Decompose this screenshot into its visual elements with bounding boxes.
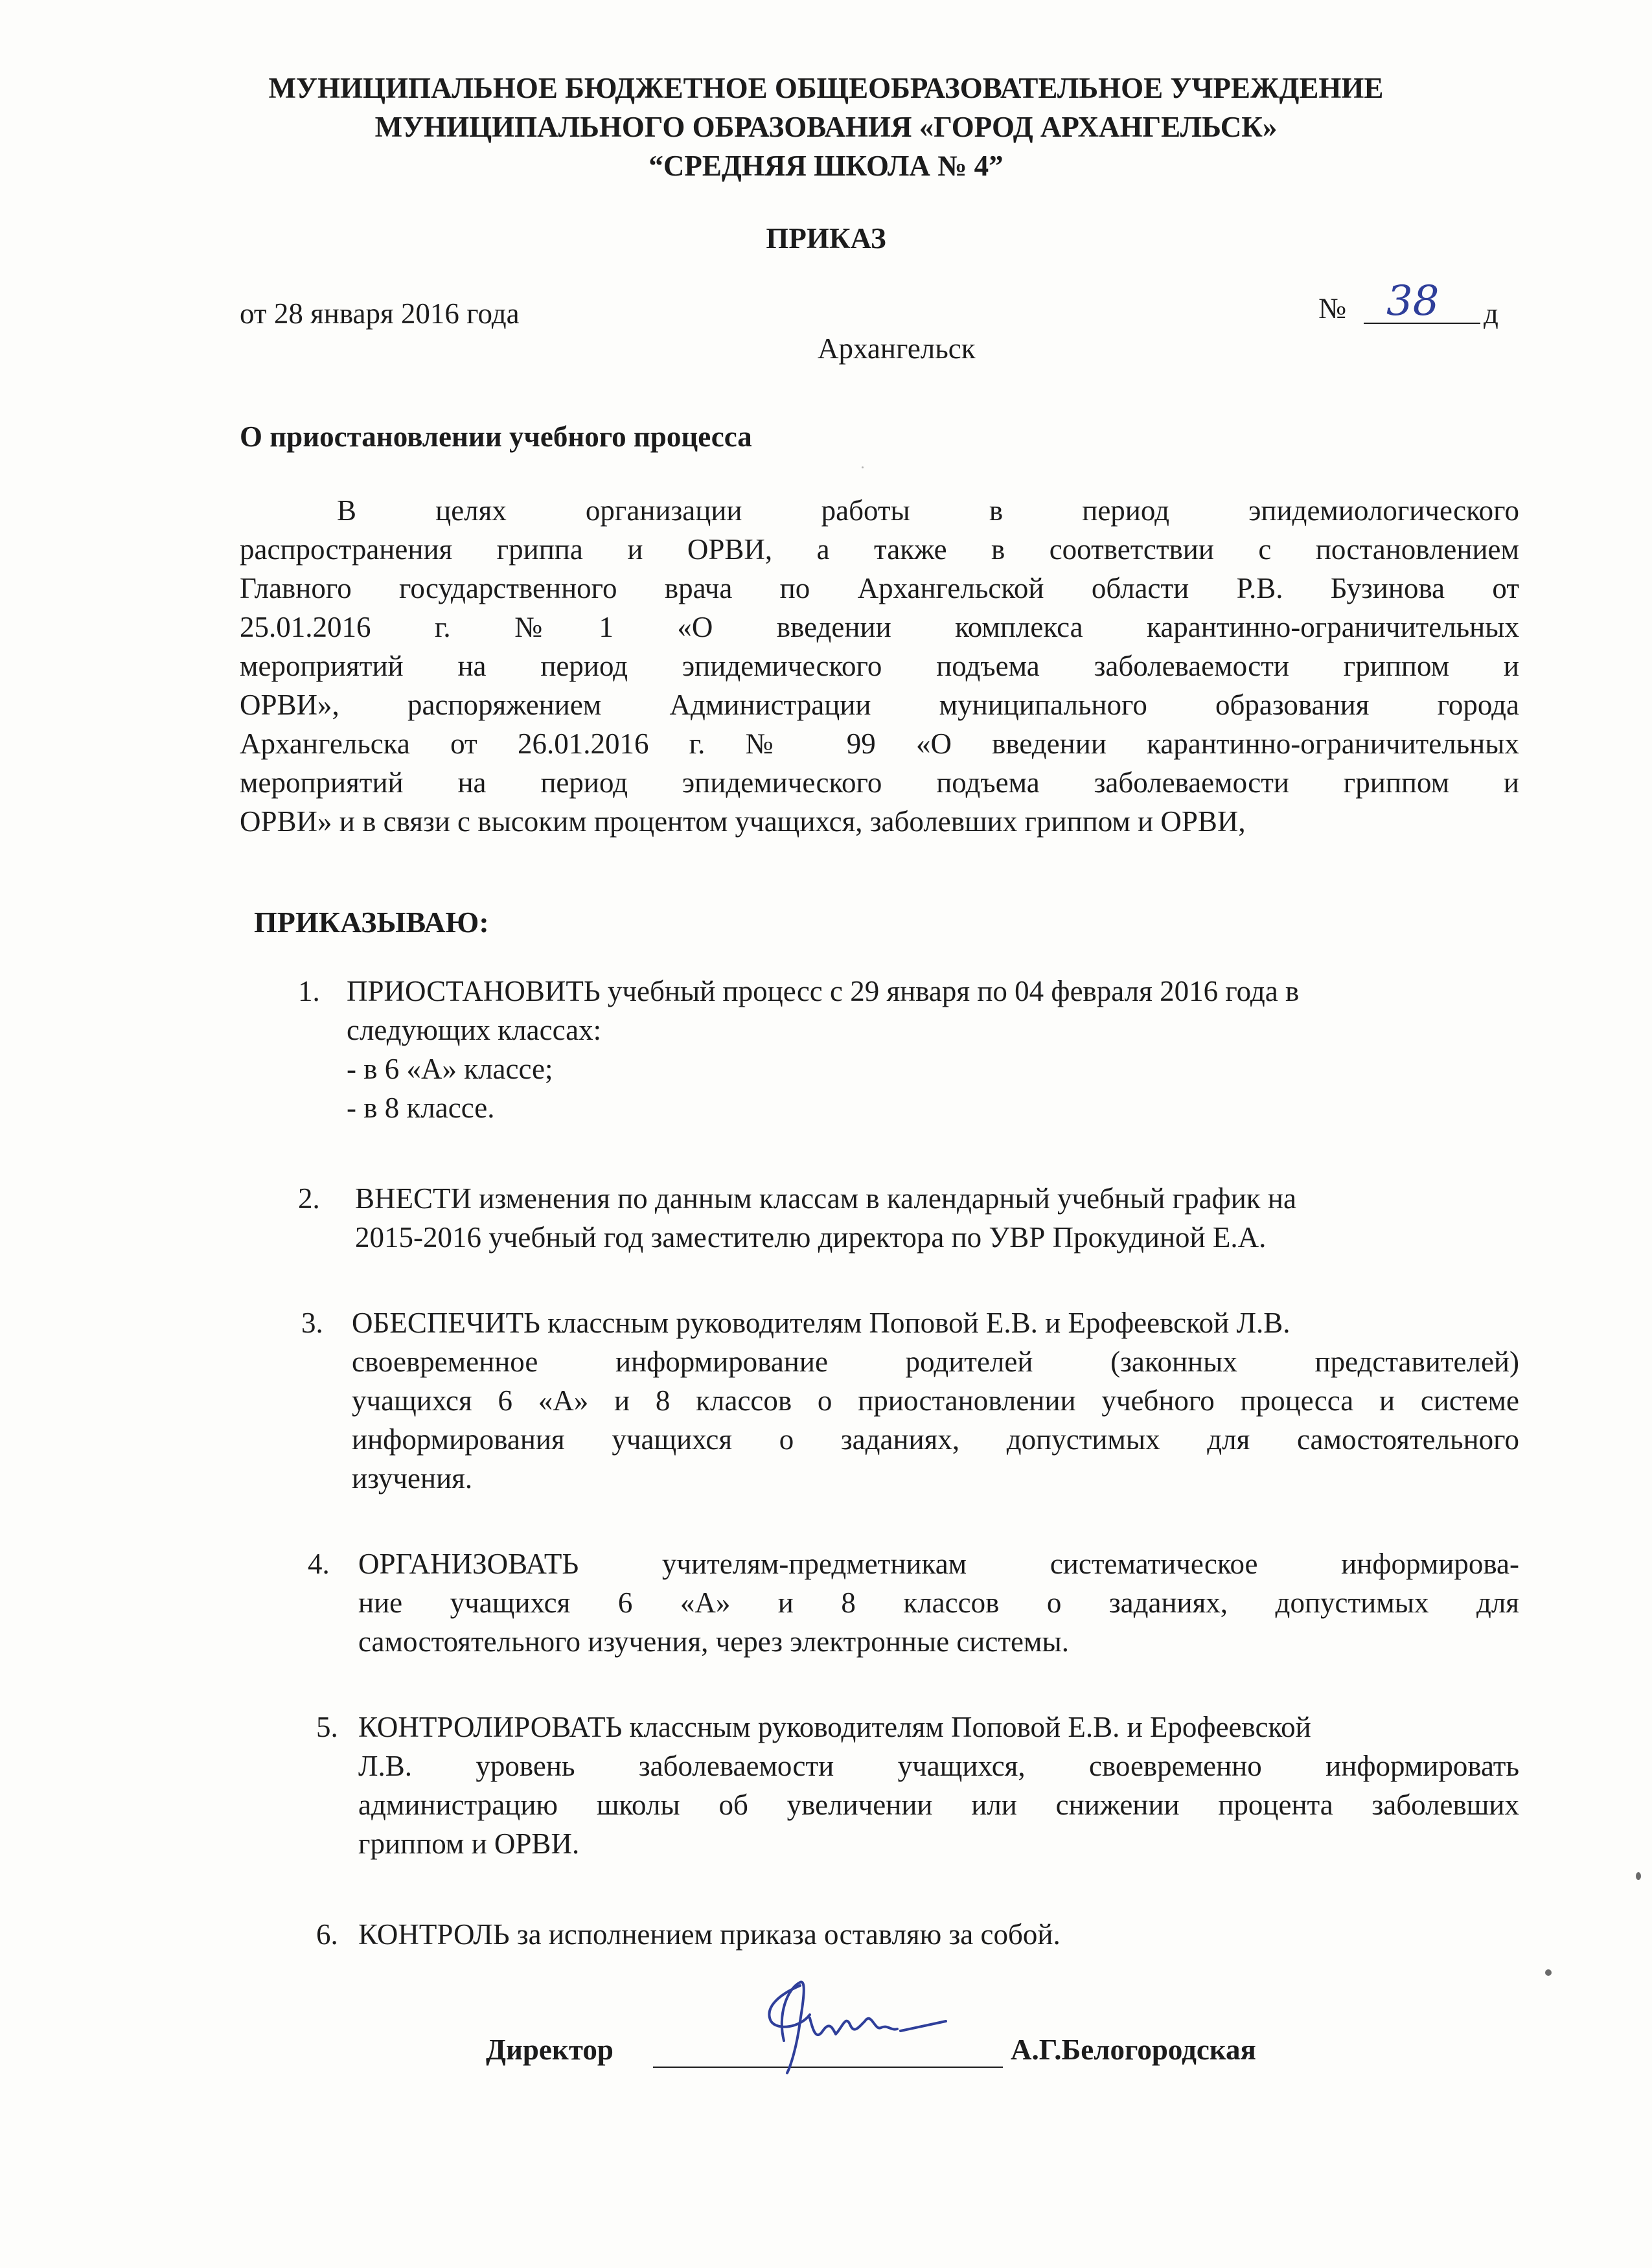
item-line: ние учащихся 6 «А» и 8 классов о заданиях, допустимых для	[358, 1586, 1519, 1619]
order-word: ПРИКАЗЫВАЮ:	[254, 906, 489, 939]
scan-speck	[1636, 1872, 1641, 1880]
preamble-line: В целях организации работы в период эпидемиологического	[337, 494, 1519, 527]
item-line: своевременное информирование родителей (законных представителей)	[352, 1346, 1519, 1378]
item-line: ВНЕСТИ изменения по данным классам в календарный учебный график на	[355, 1182, 1296, 1215]
item-line: ОРГАНИЗОВАТЬ учителям-предметникам систематическое информирова-	[358, 1548, 1519, 1580]
org-name-line3: “СРЕДНЯЯ ШКОЛА № 4”	[648, 150, 1004, 182]
item-line: учащихся 6 «А» и 8 классов о приостановлении учебного процесса и системе	[352, 1384, 1519, 1417]
item-line: ПРИОСТАНОВИТЬ учебный процесс с 29 января по 04 февраля 2016 года в	[347, 975, 1300, 1007]
item-line: гриппом и ОРВИ.	[358, 1827, 580, 1860]
item-line: следующих классах:	[347, 1014, 602, 1046]
item-line: администрацию школы об увеличении или снижении процента заболевших	[358, 1789, 1519, 1821]
item-line: - в 6 «А» классе;	[347, 1053, 553, 1085]
item-line: Л.В. уровень заболеваемости учащихся, своевременно информировать	[358, 1750, 1519, 1782]
item-number: 5.	[316, 1711, 338, 1743]
item-number: 6.	[316, 1918, 338, 1951]
item-line: 2015-2016 учебный год заместителю директора по УВР Прокудиной Е.А.	[355, 1221, 1267, 1254]
org-name-line2: МУНИЦИПАЛЬНОГО ОБРАЗОВАНИЯ «ГОРОД АРХАНГЕЛЬСК»	[374, 111, 1278, 143]
handwritten-signature	[739, 1969, 952, 2083]
order-number-handwritten: 38	[1386, 277, 1440, 325]
item-line: самостоятельного изучения, через электронные системы.	[358, 1625, 1069, 1658]
scan-speck	[862, 466, 864, 468]
item-number: 1.	[298, 975, 320, 1007]
order-number-suffix: д	[1484, 297, 1498, 330]
item-line: КОНТРОЛИРОВАТЬ классным руководителям Поповой Е.В. и Ерофеевской	[358, 1711, 1311, 1743]
org-name-line1: МУНИЦИПАЛЬНОЕ БЮДЖЕТНОЕ ОБЩЕОБРАЗОВАТЕЛЬНОЕ УЧРЕЖДЕНИЕ	[268, 72, 1384, 104]
item-line: КОНТРОЛЬ за исполнением приказа оставляю за собой.	[358, 1918, 1061, 1951]
signatory-name: А.Г.Белогородская	[1011, 2033, 1256, 2066]
item-line: ОБЕСПЕЧИТЬ классным руководителям Поповой Е.В. и Ерофеевской Л.В.	[352, 1307, 1291, 1339]
item-number: 2.	[298, 1182, 320, 1215]
order-subject: О приостановлении учебного процесса	[240, 420, 752, 453]
item-line: информирования учащихся о заданиях, допустимых для самостоятельного	[352, 1423, 1519, 1456]
preamble-line: мероприятий на период эпидемического подъема заболеваемости гриппом и	[240, 766, 1519, 799]
item-number: 4.	[308, 1548, 330, 1580]
preamble-line: распространения гриппа и ОРВИ, а также в соответствии с постановлением	[240, 533, 1519, 566]
document-type: ПРИКАЗ	[766, 222, 886, 255]
preamble-line: ОРВИ» и в связи с высоким процентом учащихся, заболевших гриппом и ОРВИ,	[240, 805, 1246, 838]
order-date: от 28 января 2016 года	[240, 297, 520, 330]
preamble-line: 25.01.2016 г. №1 «О введении комплекса карантинно-ограничительных	[240, 611, 1519, 643]
item-line: - в 8 классе.	[347, 1092, 495, 1124]
item-number: 3.	[301, 1307, 323, 1339]
order-number-prefix: №	[1318, 292, 1346, 325]
item-line: изучения.	[352, 1462, 473, 1495]
city: Архангельск	[818, 332, 976, 365]
signature-title: Директор	[486, 2033, 614, 2066]
preamble-line: Главного государственного врача по Архангельской области Р.В. Бузинова от	[240, 572, 1519, 604]
preamble-line: ОРВИ», распоряжением Администрации муниципального образования города	[240, 689, 1519, 721]
preamble-line: мероприятий на период эпидемического подъема заболеваемости гриппом и	[240, 650, 1519, 682]
scan-speck	[1545, 1969, 1552, 1976]
preamble-line: Архангельска от 26.01.2016 г. № 99 «О введении карантинно-ограничительных	[240, 727, 1519, 760]
